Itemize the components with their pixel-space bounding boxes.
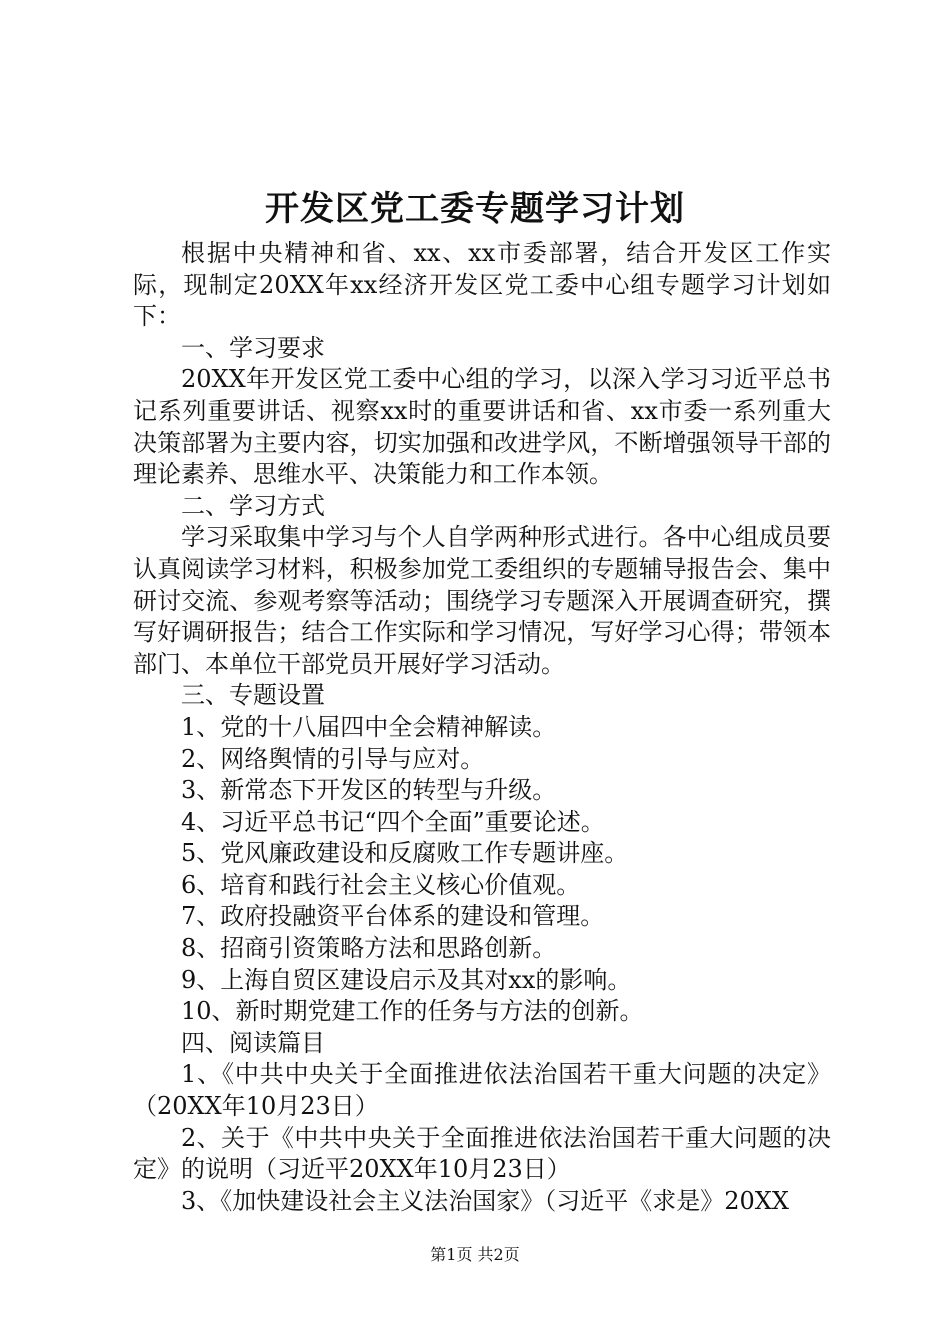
topic-item: 2、网络舆情的引导与应对。 [181, 744, 485, 773]
topic-item: 9、上海自贸区建设启示及其对xx的影响。 [181, 965, 632, 994]
topic-item: 7、政府投融资平台体系的建设和管理。 [181, 902, 605, 931]
reading-item: 1、《中共中央关于全面推进依法治国若干重大问题的决定》（20XX年10月23日） [133, 1060, 831, 1121]
section-heading-readings: 四、阅读篇目 [181, 1028, 325, 1057]
page-footer: 第1页 共2页 [430, 1245, 520, 1264]
section-heading-methods: 二、学习方式 [181, 491, 325, 520]
paragraph-intro: 根据中央精神和省、xx、xx市委部署，结合开发区工作实际，现制定20XX年xx经济开发区党工委中心组专题学习计划如下： [133, 239, 831, 331]
section-heading-requirements: 一、学习要求 [181, 333, 325, 362]
topic-item: 5、党风廉政建设和反腐败工作专题讲座。 [181, 839, 629, 868]
topic-item: 10、新时期党建工作的任务与方法的创新。 [181, 997, 644, 1026]
reading-item: 2、关于《中共中央关于全面推进依法治国若干重大问题的决定》的说明（习近平20XX年10月23日） [133, 1123, 831, 1184]
paragraph-requirements: 20XX年开发区党工委中心组的学习，以深入学习习近平总书记系列重要讲话、视察xx时的重要讲话和省、xx市委一系列重大决策部署为主要内容，切实加强和改进学风，不断增强领导干部的理论素养、思维水平、决策能力和工作本领。 [133, 365, 831, 489]
document-body [133, 238, 831, 1217]
topic-item: 3、新常态下开发区的转型与升级。 [181, 776, 557, 805]
reading-item: 3、《加快建设社会主义法治国家》（习近平《求是》20XX [181, 1186, 789, 1215]
topic-item: 1、党的十八届四中全会精神解读。 [181, 712, 557, 741]
document-title: 开发区党工委专题学习计划 [265, 189, 685, 229]
topic-item: 4、习近平总书记“四个全面”重要论述。 [181, 807, 605, 836]
paragraph-methods: 学习采取集中学习与个人自学两种形式进行。各中心组成员要认真阅读学习材料，积极参加党工委组织的专题辅导报告会、集中研讨交流、参观考察等活动；围绕学习专题深入开展调查研究，撰写好调研报告；结合工作实际和学习情况，写好学习心得；带领本部门、本单位干部党员开展好学习活动。 [133, 523, 831, 678]
topic-item: 8、招商引资策略方法和思路创新。 [181, 934, 557, 963]
section-heading-topics: 三、专题设置 [181, 681, 325, 710]
topic-item: 6、培育和践行社会主义核心价值观。 [181, 870, 581, 899]
